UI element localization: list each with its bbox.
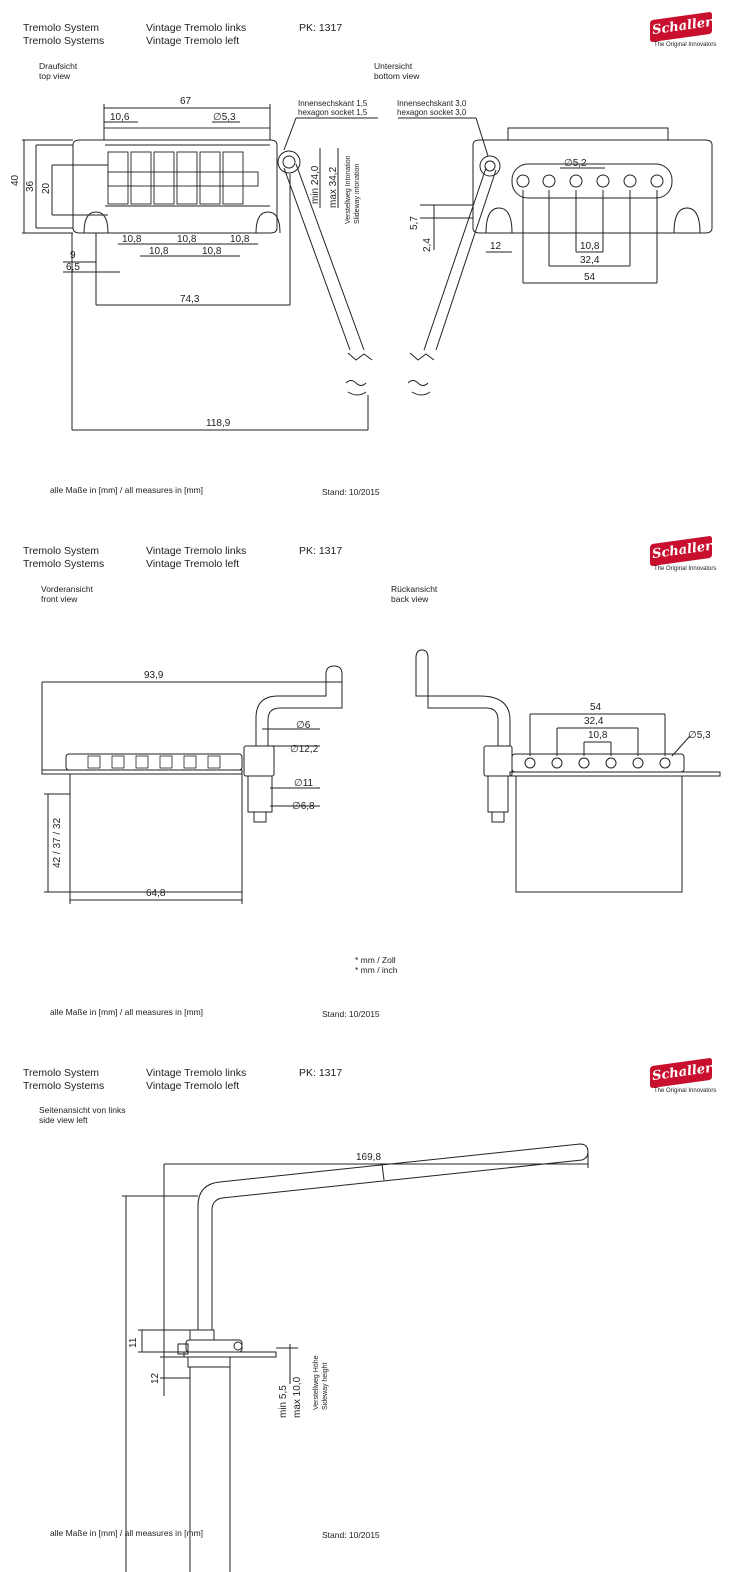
dim-169-8: 169,8 bbox=[356, 1152, 382, 1163]
dim-dia-5-3: ∅5,3 bbox=[213, 112, 236, 123]
dim-10-8: 10,8 bbox=[149, 246, 169, 257]
dim-74-3: 74,3 bbox=[180, 294, 200, 305]
dim-32-4-back: 32,4 bbox=[584, 716, 604, 727]
hex-socket-1-5-de: Innensechskant 1,5 bbox=[298, 99, 368, 108]
dim-dia-12-2: ∅12,2 bbox=[290, 744, 319, 755]
dim-12: 12 bbox=[490, 241, 502, 252]
header-product: Tremolo System Tremolo Systems bbox=[23, 545, 105, 570]
dim-64-8: 64,8 bbox=[146, 888, 166, 899]
footer-units: alle Maße in [mm] / all measures in [mm] bbox=[50, 1528, 204, 1538]
dim-dia-5-3-back: ∅5,3 bbox=[688, 730, 711, 741]
footer-date: Stand: 10/2015 bbox=[322, 1530, 380, 1540]
dim-10-8: 10,8 bbox=[177, 234, 197, 245]
dim-11: 11 bbox=[128, 1337, 139, 1348]
dim-54-back: 54 bbox=[590, 702, 602, 713]
front-view-label: Vorderansicht front view bbox=[41, 584, 93, 604]
schaller-logo: Schaller bbox=[650, 16, 712, 38]
side-view-label: Seitenansicht von links side view left bbox=[39, 1105, 126, 1125]
dim-12: 12 bbox=[150, 1372, 161, 1384]
header-pk: PK: 1317 bbox=[299, 545, 343, 557]
dim-6-5: 6,5 bbox=[66, 262, 80, 273]
drawing-page1 bbox=[0, 0, 742, 524]
header-product: Tremolo System Tremolo Systems bbox=[23, 22, 105, 47]
header-model: Vintage Tremolo links Vintage Tremolo left bbox=[146, 545, 247, 570]
dim-max-10: max 10,0 bbox=[292, 1376, 303, 1418]
footer-units: alle Maße in [mm] / all measures in [mm] bbox=[50, 485, 204, 495]
hex-socket-3-en: hexagon socket 3,0 bbox=[397, 108, 467, 117]
header-product: Tremolo System Tremolo Systems bbox=[23, 1067, 105, 1092]
sheet-side-view bbox=[0, 1048, 742, 1572]
dim-10-8-back: 10,8 bbox=[588, 730, 608, 741]
bottom-view-label: Untersicht bottom view bbox=[374, 61, 420, 81]
intonation-en: Slideway intonation bbox=[354, 163, 361, 224]
hex-socket-1-5-en: hexagon socket 1,5 bbox=[298, 108, 368, 117]
top-view-label: Draufsicht top view bbox=[39, 61, 78, 81]
dim-dia-5-2: ∅5,2 bbox=[564, 158, 587, 169]
dim-67: 67 bbox=[180, 96, 192, 107]
header-model: Vintage Tremolo links Vintage Tremolo left bbox=[146, 1067, 247, 1092]
sheet-top-bottom-view bbox=[0, 0, 742, 524]
logo-tagline: The Original Innovators bbox=[654, 42, 717, 48]
unit-note: * mm / Zoll * mm / inch bbox=[355, 955, 398, 975]
dim-32-4: 32,4 bbox=[580, 255, 600, 266]
dim-9: 9 bbox=[70, 250, 76, 261]
intonation-de: Verstellweg Intonation bbox=[345, 155, 352, 224]
logo-tagline: The Original Innovators bbox=[654, 1088, 717, 1094]
dim-118-9: 118,9 bbox=[206, 418, 231, 429]
dim-10-8: 10,8 bbox=[202, 246, 222, 257]
dim-10-8: 10,8 bbox=[122, 234, 142, 245]
dim-height-42-37-32: 42 / 37 / 32 bbox=[52, 817, 63, 868]
header-pk: PK: 1317 bbox=[299, 1067, 343, 1079]
schaller-logo: Schaller bbox=[650, 1062, 712, 1084]
dim-54: 54 bbox=[584, 272, 596, 283]
dim-2-4: 2,4 bbox=[422, 238, 433, 252]
back-view-label: Rückansicht back view bbox=[391, 584, 438, 604]
dim-36: 36 bbox=[25, 180, 36, 192]
footer-date: Stand: 10/2015 bbox=[322, 487, 380, 497]
dim-20: 20 bbox=[41, 182, 52, 194]
logo-tagline: The Original Innovators bbox=[654, 566, 717, 572]
header-model: Vintage Tremolo links Vintage Tremolo left bbox=[146, 22, 247, 47]
sheet-front-back-view bbox=[0, 524, 742, 1048]
dim-93-9: 93,9 bbox=[144, 670, 164, 681]
header-pk: PK: 1317 bbox=[299, 22, 343, 34]
dim-10-6: 10,6 bbox=[110, 112, 130, 123]
schaller-logo: Schaller bbox=[650, 540, 712, 562]
dim-dia-11: ∅11 bbox=[294, 778, 314, 789]
sideway-height-en: Sideway height bbox=[322, 1362, 329, 1410]
dim-dia-6: ∅6 bbox=[296, 720, 311, 731]
hex-socket-3-de: Innensechskant 3,0 bbox=[397, 99, 467, 108]
footer-date: Stand: 10/2015 bbox=[322, 1009, 380, 1019]
dim-min-24: min 24,0 bbox=[310, 165, 321, 204]
dim-10-8: 10,8 bbox=[230, 234, 250, 245]
dim-10-8-bottom: 10,8 bbox=[580, 241, 600, 252]
dim-min-5-5: min 5,5 bbox=[278, 1385, 289, 1418]
sideway-height-de: Verstellweg Höhe bbox=[313, 1355, 320, 1410]
footer-units: alle Maße in [mm] / all measures in [mm] bbox=[50, 1007, 204, 1017]
dim-5-7: 5,7 bbox=[409, 216, 420, 230]
drawing-page3 bbox=[0, 1048, 742, 1572]
dim-max-34-2: max 34,2 bbox=[328, 166, 339, 208]
dim-dia-6-8: ∅6,8 bbox=[292, 801, 315, 812]
dim-40: 40 bbox=[10, 174, 21, 186]
